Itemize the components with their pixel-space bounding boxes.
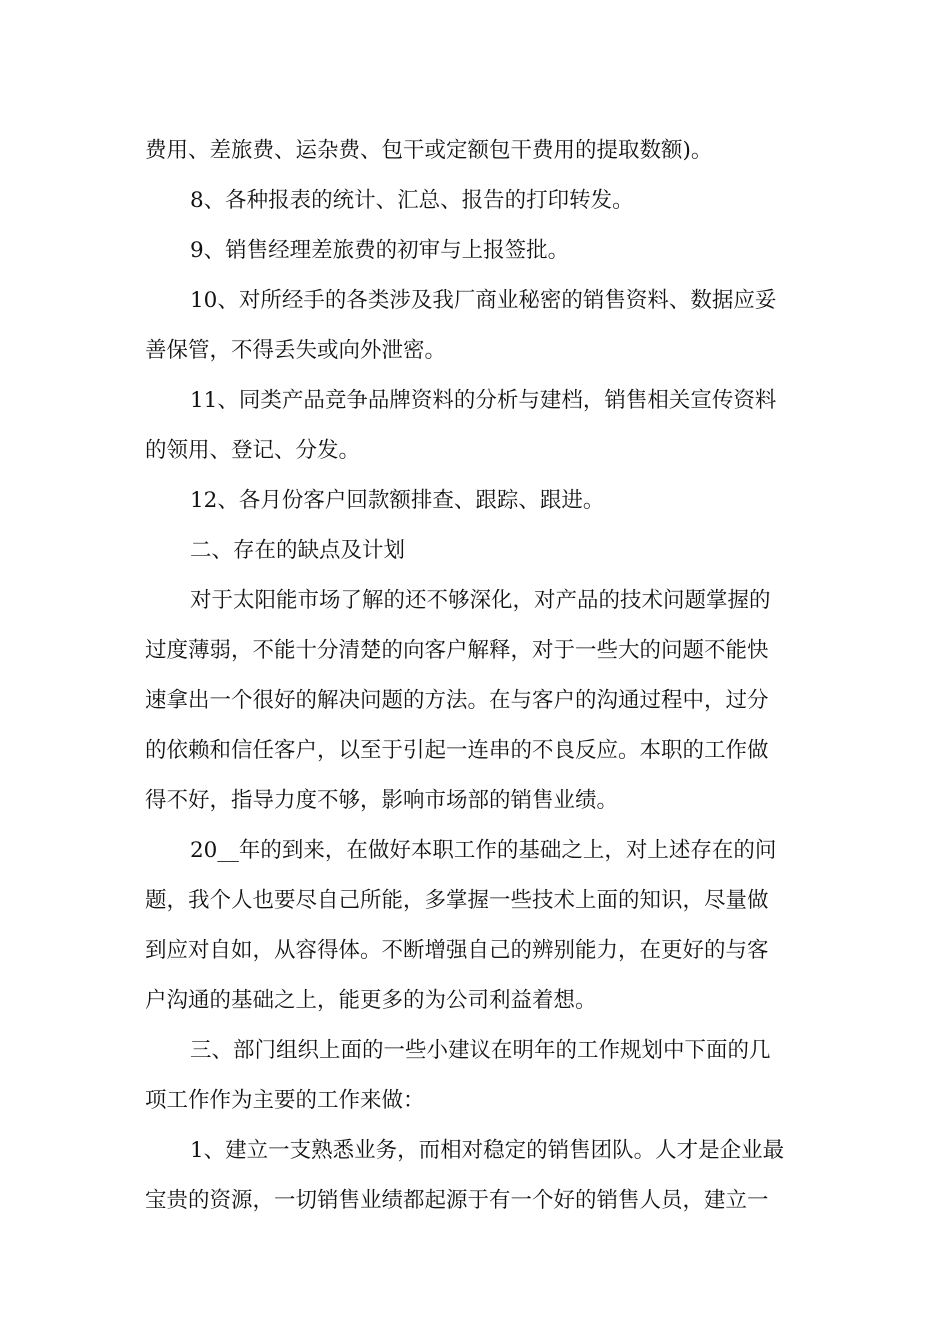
text-line: 1、建立一支熟悉业务，而相对稳定的销售团队。人才是企业最 <box>190 1138 785 1163</box>
text-line: 户沟通的基础之上，能更多的为公司利益着想。 <box>145 988 597 1013</box>
text-line: 速拿出一个很好的解决问题的方法。在与客户的沟通过程中，过分 <box>145 688 769 713</box>
text-line: 题，我个人也要尽自己所能，多掌握一些技术上面的知识，尽量做 <box>145 888 769 913</box>
text-line: 的领用、登记、分发。 <box>145 438 361 463</box>
text-line: 12、各月份客户回款额排查、跟踪、跟进。 <box>190 488 605 513</box>
text-line: 过度薄弱，不能十分清楚的向客户解释，对于一些大的问题不能快 <box>145 638 769 663</box>
text-line: 到应对自如，从容得体。不断增强自己的辨别能力，在更好的与客 <box>145 938 769 963</box>
text-line: 11、同类产品竞争品牌资料的分析与建档，销售相关宣传资料 <box>190 388 777 413</box>
text-line: 费用、差旅费、运杂费、包干或定额包干费用的提取数额)。 <box>145 138 713 163</box>
text-line: 项工作作为主要的工作来做： <box>145 1088 425 1113</box>
text-line: 的依赖和信任客户，以至于引起一连串的不良反应。本职的工作做 <box>145 738 769 763</box>
text-line: 得不好，指导力度不够，影响市场部的销售业绩。 <box>145 788 619 813</box>
section-heading: 二、存在的缺点及计划 <box>190 538 406 563</box>
text-line: 宝贵的资源，一切销售业绩都起源于有一个好的销售人员，建立一 <box>145 1188 769 1213</box>
section-heading: 三、部门组织上面的一些小建议在明年的工作规划中下面的几 <box>190 1038 771 1063</box>
text-line: 20__年的到来，在做好本职工作的基础之上，对上述存在的问 <box>190 838 777 863</box>
text-line: 对于太阳能市场了解的还不够深化，对产品的技术问题掌握的 <box>190 588 771 613</box>
text-line: 9、销售经理差旅费的初审与上报签批。 <box>190 238 570 263</box>
text-line: 8、各种报表的统计、汇总、报告的打印转发。 <box>190 188 634 213</box>
text-line: 10、对所经手的各类涉及我厂商业秘密的销售资料、数据应妥 <box>190 288 777 313</box>
text-line: 善保管，不得丢失或向外泄密。 <box>145 338 447 363</box>
